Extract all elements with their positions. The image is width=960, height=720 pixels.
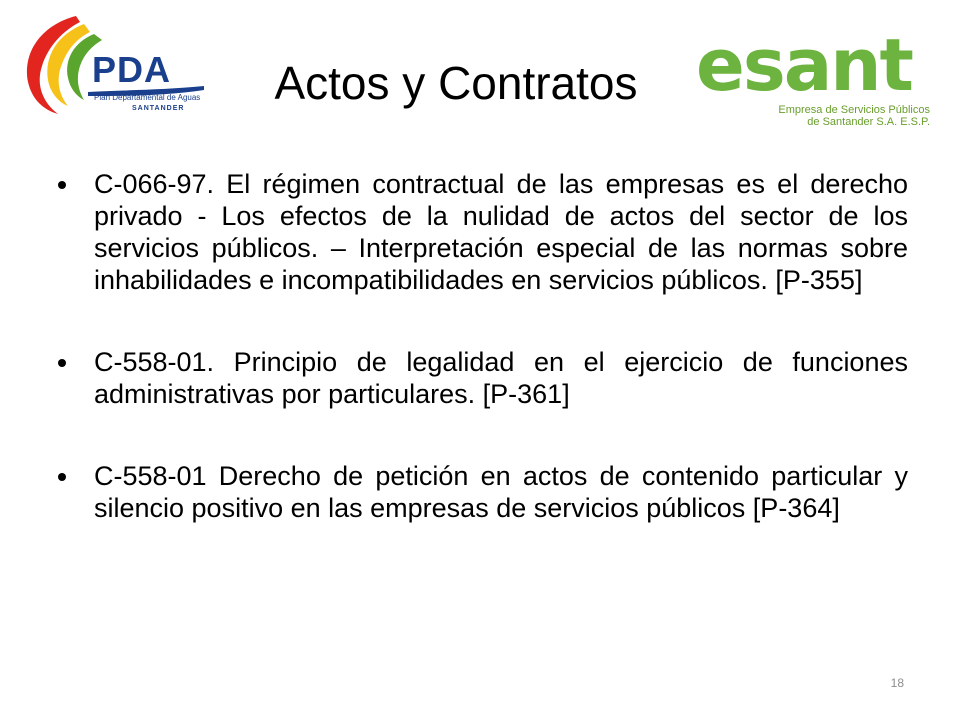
bullet-dot-icon bbox=[58, 181, 66, 189]
esant-logo-name: esant bbox=[696, 23, 912, 102]
pda-logo-subtitle: Plan Departamental de Aguas bbox=[94, 93, 201, 102]
bullet-text: C-066-97. El régimen contractual de las empresas es el derecho privado - Los efectos de la nulidad de actos del sector de los servicios públicos. – Interpretación especial de las normas sobre inhabilidades e incompatibilidades en servicios públicos. [P-355] bbox=[94, 169, 908, 295]
bullet-text: C-558-01 Derecho de petición en actos de contenido particular y silencio positivo en las empresas de servicios públicos [P-364] bbox=[94, 461, 908, 523]
bullet-item bbox=[58, 460, 908, 524]
esant-tagline-line1: Empresa de Servicios Públicos bbox=[778, 104, 930, 116]
pda-logo-name: PDA bbox=[92, 49, 172, 90]
bullet-item bbox=[58, 168, 908, 296]
bullet-dot-icon bbox=[58, 359, 66, 367]
bullet-dot-icon bbox=[58, 473, 66, 481]
bullet-item bbox=[58, 346, 908, 410]
esant-tagline-line2: de Santander S.A. E.S.P. bbox=[807, 116, 930, 128]
pda-logo-region: SANTANDER bbox=[132, 105, 185, 112]
bullet-list bbox=[58, 168, 908, 524]
bullet-text: C-558-01. Principio de legalidad en el ejercicio de funciones administrativas por particulares. [P-361] bbox=[94, 347, 908, 409]
slide-title: Actos y Contratos bbox=[274, 57, 638, 109]
page-number: 18 bbox=[890, 676, 904, 690]
